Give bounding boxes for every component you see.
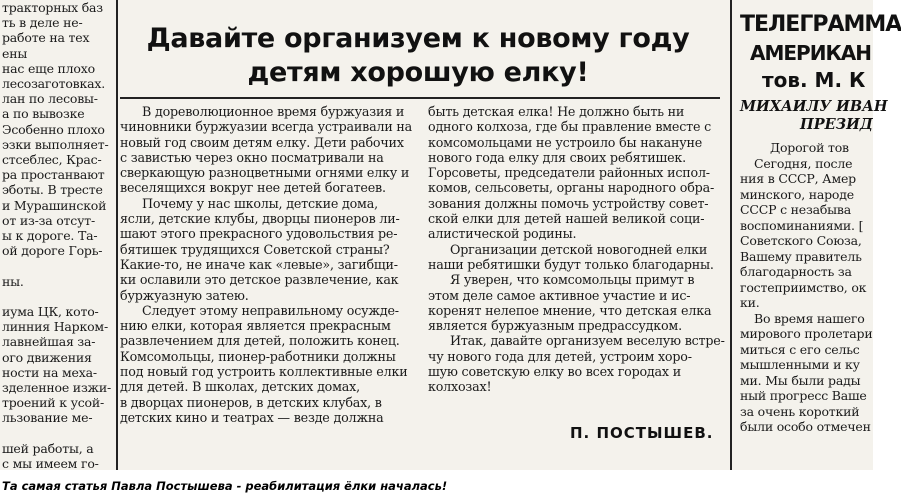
text-line: Я уверен, что комсомольцы примут в — [450, 272, 695, 288]
text-line: Советского Союза, — [740, 233, 862, 248]
text-line: детских кино и театрах — везде должна — [120, 409, 384, 425]
text-line: в дворцах пионеров, в детских клубах, в — [120, 394, 382, 410]
article-column-2 — [428, 104, 725, 395]
text-line: ки ославили это детское развлечение, как — [120, 272, 399, 288]
telegram-body — [740, 140, 873, 435]
text-line: эботы. В тресте — [2, 182, 103, 198]
text-line: ки. — [740, 295, 760, 310]
text-line: ены — [2, 45, 28, 61]
text-line: миться с его сельс — [740, 341, 860, 357]
text-line: нию елки, которая является прекрасным — [120, 318, 391, 334]
text-line: работе на тех — [2, 30, 90, 46]
text-line: В дореволюционное время буржуазия и — [142, 104, 405, 119]
text-line: этом деле самое активное участие и ис- — [428, 287, 691, 303]
text-line: минского, народе — [740, 186, 854, 202]
text-line: линния Нарком- — [2, 319, 108, 335]
text-line: развлечением для детей, положить конец. — [120, 333, 400, 349]
text-line: новый год своим детям елку. Дети рабочих — [120, 134, 404, 150]
text-line: шую советскую елку во всех городах и — [428, 364, 681, 380]
text-line: является буржуазным предрассудком. — [428, 318, 682, 334]
text-line: алистической родины. — [428, 226, 577, 242]
text-line: Дорогой тов — [770, 140, 849, 155]
text-line: за очень короткий — [740, 403, 860, 419]
text-line: Вашему правитель — [740, 248, 862, 264]
text-line: под новый год устроить коллективные елки — [120, 364, 408, 380]
text-line: СССР с незабыва — [740, 202, 852, 217]
text-line: лавнейшая за- — [2, 334, 96, 350]
text-line: от из-за отсут- — [2, 212, 95, 228]
text-line: ы к дороге. Та- — [2, 228, 98, 244]
image-caption: Та самая статья Павла Постышева - реабилитация ёлки началась! — [2, 479, 448, 493]
text-line: Итак, давайте организуем веселую встре- — [450, 333, 725, 349]
headline-rule — [120, 97, 720, 99]
text-line: ми. Мы были рады — [740, 372, 861, 388]
text-line: лан по лесовы- — [2, 91, 98, 107]
text-line: Организации детской новогодней елки — [450, 241, 708, 257]
right-column-telegram — [740, 10, 901, 435]
text-line: мирового пролетари — [740, 326, 873, 341]
article-author: П. ПОСТЫШЕВ. — [570, 424, 714, 442]
text-line — [0, 289, 110, 304]
telegram-subheading-2: ПРЕЗИД — [800, 116, 873, 133]
text-line: быть детская елка! Не должно быть ни — [428, 104, 685, 119]
text-line: стсеблес, Краc- — [2, 152, 102, 168]
text-line: мышленными и ку — [740, 357, 860, 372]
text-line: и Мурашинской — [2, 197, 107, 213]
text-line: с завистью через окно посматривали на — [120, 149, 384, 165]
text-line: гостеприимство, ок — [740, 279, 867, 295]
text-line: Эсобенно плохо — [2, 121, 105, 137]
text-line: зделенное изжи- — [2, 380, 112, 396]
headline-line-1: Давайте организуем к новому году — [146, 23, 690, 54]
left-column-text — [0, 0, 110, 471]
column-divider-left — [116, 0, 118, 470]
text-line: бятишек трудящихся Советской страны? — [120, 241, 390, 257]
text-line: чиновники буржуазии всегда устраивали на — [120, 119, 413, 135]
text-line: комов, сельсоветы, органы народного обра- — [428, 180, 715, 196]
text-line: ской елки для детей нашей великой соци- — [428, 211, 705, 227]
text-line: ра простанвают — [2, 167, 105, 183]
text-line: шают этого прекрасного удовольствия ре- — [120, 226, 398, 242]
text-line: ный прогресс Ваше — [740, 388, 867, 403]
text-line: ть в деле не- — [2, 15, 83, 31]
text-line: с мы имеем го- — [2, 456, 99, 472]
column-divider-right — [730, 0, 732, 470]
telegram-heading-1: ТЕЛЕГРАММА — [740, 12, 901, 37]
text-line: шей работы, а — [2, 440, 94, 456]
text-line: благодарность за — [740, 264, 852, 279]
text-line: чу нового года для детей, устроим хоро- — [428, 348, 692, 364]
text-line: нового года елку для своих ребятишек. — [428, 149, 686, 165]
text-line: эзки выполняет- — [2, 136, 109, 152]
text-line: колхозах! — [428, 379, 492, 395]
text-line: Почему у нас школы, детские дома, — [142, 195, 378, 211]
text-line: льзование ме- — [2, 410, 93, 426]
telegram-heading-2: АМЕРИКАН — [750, 41, 872, 65]
text-line: тракторных баз — [2, 0, 103, 15]
text-line: ой дороге Горь- — [2, 243, 103, 259]
text-line: ого движения — [2, 349, 92, 365]
text-line: нас еще плохо — [2, 60, 95, 76]
text-line: Комсомольцы, пионер-работники должны — [120, 348, 396, 364]
text-line: троений к усой- — [2, 395, 105, 411]
text-line: ности на меха- — [2, 364, 97, 380]
text-line: воспоминаниями. [ — [740, 217, 864, 233]
text-line: веселящихся вокруг нее детей богатеев. — [120, 180, 386, 196]
text-line: ны. — [2, 273, 24, 289]
telegram-subheading-1: МИХАИЛУ ИВАН — [740, 98, 888, 115]
text-line: лесозаготовках. — [2, 76, 105, 92]
text-line: наши ребятишки будут только благодарны. — [428, 256, 714, 272]
telegram-heading-3: тов. М. К — [762, 68, 866, 92]
text-line: ния в СССР, Амер — [740, 171, 856, 186]
article-column-1 — [120, 104, 415, 425]
text-line: Горсоветы, председатели районных испол- — [428, 165, 710, 181]
text-line: Сегодня, после — [754, 155, 853, 171]
text-line: были особо отмечен — [740, 419, 871, 434]
text-line: буржуазную затею. — [120, 287, 249, 303]
text-line — [0, 258, 110, 273]
text-line — [0, 426, 110, 441]
headline-line-2: детям хорошую елку! — [247, 57, 589, 88]
text-line: Во время нашего — [754, 310, 865, 326]
text-line: зования должны помочь устройству совет- — [428, 195, 709, 211]
text-line: а по вывозке — [2, 106, 85, 122]
text-line: Какие-то, не иначе как «левые», загибщи- — [120, 256, 398, 272]
text-line: Следует этому неправильному осужде- — [142, 302, 399, 318]
text-line: ясли, детские клубы, дворцы пионеров ли- — [120, 211, 400, 227]
text-line: иума ЦК, кото- — [2, 304, 99, 320]
text-line: одного колхоза, где бы правление вместе с — [428, 119, 712, 135]
text-line: коренят нелепое мнение, что детская елка — [428, 302, 712, 318]
text-line: комсомольцами не устроило бы накануне — [428, 134, 703, 150]
text-line: для детей. В школах, детских домах, — [120, 379, 360, 395]
article-headline — [128, 22, 708, 90]
text-line: сверкающую разноцветными огнями елку и — [120, 165, 410, 181]
